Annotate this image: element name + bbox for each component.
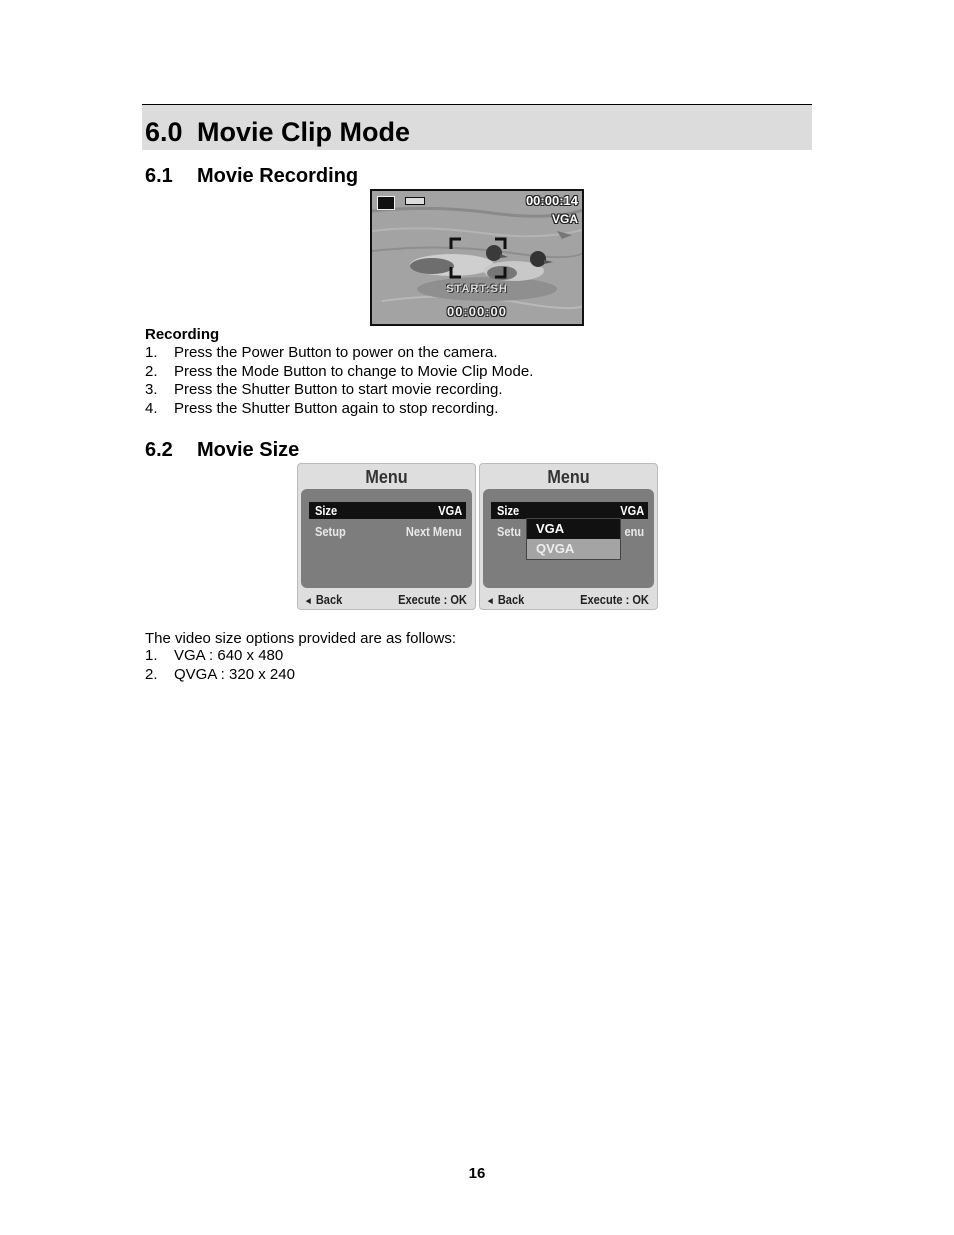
section-title: Movie Size — [197, 439, 300, 461]
menu-title: Menu — [365, 467, 408, 487]
size-dropdown — [526, 518, 621, 560]
menu-screen-size-dropdown — [479, 463, 658, 610]
section-number: 6.1 — [145, 165, 173, 187]
resolution-indicator: VGA — [551, 212, 578, 226]
chapter-number: 6.0 — [145, 117, 183, 147]
size-options-intro: The video size options provided are as follows: — [145, 630, 457, 647]
menu-back-hint: ◄ Back — [486, 592, 525, 607]
menu-body — [301, 489, 472, 588]
left-arrow-icon: ◄ — [304, 596, 313, 607]
menu-item-size-label: Size — [497, 503, 520, 518]
chapter-title: Movie Clip Mode — [197, 117, 411, 147]
menu-item-size-value: VGA — [438, 503, 462, 518]
menu-item-size-value: VGA — [620, 503, 644, 518]
section-title: Movie Recording — [197, 165, 359, 187]
recording-time-remaining: 00:00:14 — [525, 193, 578, 208]
menu-execute-hint: Execute : OK — [398, 592, 467, 607]
menu-back-hint: ◄ Back — [304, 592, 343, 607]
dropdown-option-vga: VGA — [527, 519, 620, 539]
movie-camera-icon — [377, 196, 395, 210]
chapter-title-bar — [142, 104, 812, 150]
left-arrow-icon: ◄ — [486, 596, 495, 607]
dropdown-option-qvga: QVGA — [527, 539, 620, 559]
menu-item-setup-label: Setu — [497, 524, 521, 539]
elapsed-time: 00:00:00 — [446, 304, 508, 319]
menu-item-setup-label: Setup — [315, 524, 346, 539]
section-number: 6.2 — [145, 439, 173, 461]
start-hint: START:SH — [446, 283, 508, 295]
recording-subheading: Recording — [145, 326, 220, 343]
menu-item-setup-value: enu — [624, 524, 644, 539]
menu-title: Menu — [547, 467, 590, 487]
menu-screen-size — [297, 463, 476, 610]
page-number: 16 — [468, 1165, 486, 1182]
menu-execute-hint: Execute : OK — [580, 592, 649, 607]
battery-icon — [405, 197, 425, 205]
camera-lcd-screenshot — [370, 189, 584, 326]
menu-item-size-label: Size — [315, 503, 338, 518]
focus-frame-icon — [449, 237, 507, 279]
menu-item-setup-value: Next Menu — [406, 524, 462, 539]
